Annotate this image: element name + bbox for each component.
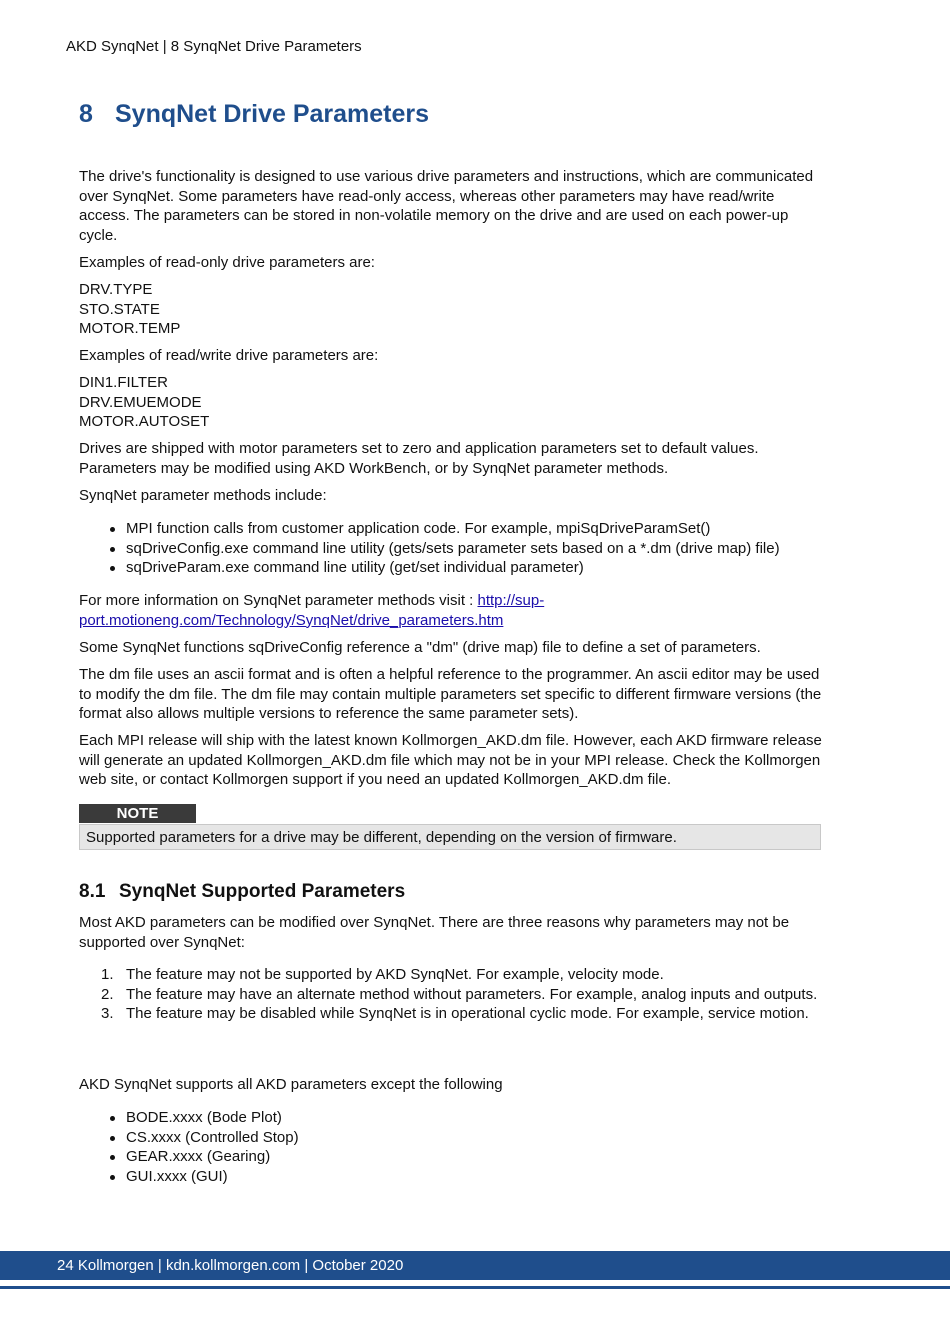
list-text: The feature may be disabled while SynqNet is in operational cyclic mode. For example, service motion. xyxy=(126,1005,809,1022)
more-info-text: For more information on SynqNet parameter methods visit : xyxy=(79,592,478,609)
chapter-number: 8 xyxy=(79,100,93,128)
list-item: MPI function calls from customer application code. For example, mpiSqDriveParamSet() xyxy=(79,519,824,539)
param-item: DRV.TYPE xyxy=(79,281,153,298)
chapter-title-text: SynqNet Drive Parameters xyxy=(115,100,430,128)
list-item xyxy=(79,985,824,1005)
running-header: AKD SynqNet | 8 SynqNet Drive Parameters xyxy=(66,38,362,55)
list-text: The feature may not be supported by AKD SynqNet. For example, velocity mode. xyxy=(126,966,664,983)
note-box: Supported parameters for a drive may be different, depending on the version of firmware. xyxy=(79,824,821,850)
param-item: DIN1.FILTER xyxy=(79,374,168,391)
param-item: DRV.EMUEMODE xyxy=(79,393,202,411)
section-title xyxy=(79,881,405,903)
intro-paragraph: The drive's functionality is designed to use various drive parameters and instructions, which are communicated over SynqNet. Some parameters have read-only access, whereas other parameters may have read/write access. The parameters can be stored in non-volatile memory on the drive and are used on each power-up cycle. xyxy=(79,168,814,244)
param-item: MOTOR.AUTOSET xyxy=(79,413,210,430)
list-text: The feature may have an alternate method without parameters. For example, analog inputs and outputs. xyxy=(126,985,818,1003)
list-item: BODE.xxxx (Bode Plot) xyxy=(79,1108,824,1128)
dm-format-paragraph: The dm file uses an ascii format and is often a helpful reference to the programmer. An ascii editor may be used to modify the dm file. The dm file may contain multiple parameters set specific to different firmware versions (the format also allows multiple versions to reference the same parameter sets). xyxy=(79,666,822,722)
list-item: CS.xxxx (Controlled Stop) xyxy=(79,1128,824,1148)
footer-bar xyxy=(0,1251,950,1280)
readwrite-param-list xyxy=(79,373,824,432)
readonly-param-list xyxy=(79,280,824,339)
shipped-paragraph: Drives are shipped with motor parameters set to zero and application parameters set to default values. Parameters may be modified using AKD WorkBench, or by SynqNet parameter methods. xyxy=(79,440,759,477)
list-item: sqDriveConfig.exe command line utility (gets/sets parameter sets based on a *.dm (drive map) file) xyxy=(79,539,824,559)
footer-text: 24 Kollmorgen | kdn.kollmorgen.com | October 2020 xyxy=(57,1257,404,1274)
section-number: 8.1 xyxy=(79,881,106,902)
except-intro: AKD SynqNet supports all AKD parameters except the following xyxy=(79,1076,503,1093)
dm-reference-paragraph: Some SynqNet functions sqDriveConfig reference a "dm" (drive map) file to define a set of parameters. xyxy=(79,639,761,656)
methods-list xyxy=(79,519,824,578)
methods-intro: SynqNet parameter methods include: xyxy=(79,487,327,504)
list-number: 2. xyxy=(101,985,114,1003)
list-number: 1. xyxy=(101,966,114,983)
more-info-paragraph xyxy=(79,591,824,630)
list-number: 3. xyxy=(101,1005,114,1022)
list-item xyxy=(79,965,824,985)
note-label: NOTE xyxy=(79,804,196,823)
footer-divider xyxy=(0,1286,950,1289)
list-item xyxy=(79,1004,824,1024)
param-item: MOTOR.TEMP xyxy=(79,320,181,337)
param-item: STO.STATE xyxy=(79,300,160,318)
list-item: GUI.xxxx (GUI) xyxy=(79,1167,824,1187)
readwrite-intro: Examples of read/write drive parameters are: xyxy=(79,347,379,364)
section-intro: Most AKD parameters can be modified over SynqNet. There are three reasons why parameters may not be supported over SynqNet: xyxy=(79,914,790,951)
section-title-text: SynqNet Supported Parameters xyxy=(119,881,406,902)
drive-parameters-link[interactable]: http://sup- xyxy=(477,592,545,609)
list-item: sqDriveParam.exe command line utility (get/set individual parameter) xyxy=(79,558,824,578)
readonly-intro: Examples of read-only drive parameters are: xyxy=(79,254,375,271)
exceptions-list xyxy=(79,1108,824,1186)
drive-parameters-link-continued[interactable]: port.motioneng.com/Technology/SynqNet/drive_parameters.htm xyxy=(79,611,504,629)
chapter-title xyxy=(79,100,429,129)
reasons-list xyxy=(79,965,824,1024)
mpi-release-paragraph: Each MPI release will ship with the latest known Kollmorgen_AKD.dm file. However, each AKD firmware release will generate an updated Kollmorgen_AKD.dm file which may not be in your MPI release. Check the Kollmorgen web site, or contact Kollmorgen support if you need an updated Kollmorgen_AKD.dm file. xyxy=(79,732,822,788)
list-item: GEAR.xxxx (Gearing) xyxy=(79,1147,824,1167)
